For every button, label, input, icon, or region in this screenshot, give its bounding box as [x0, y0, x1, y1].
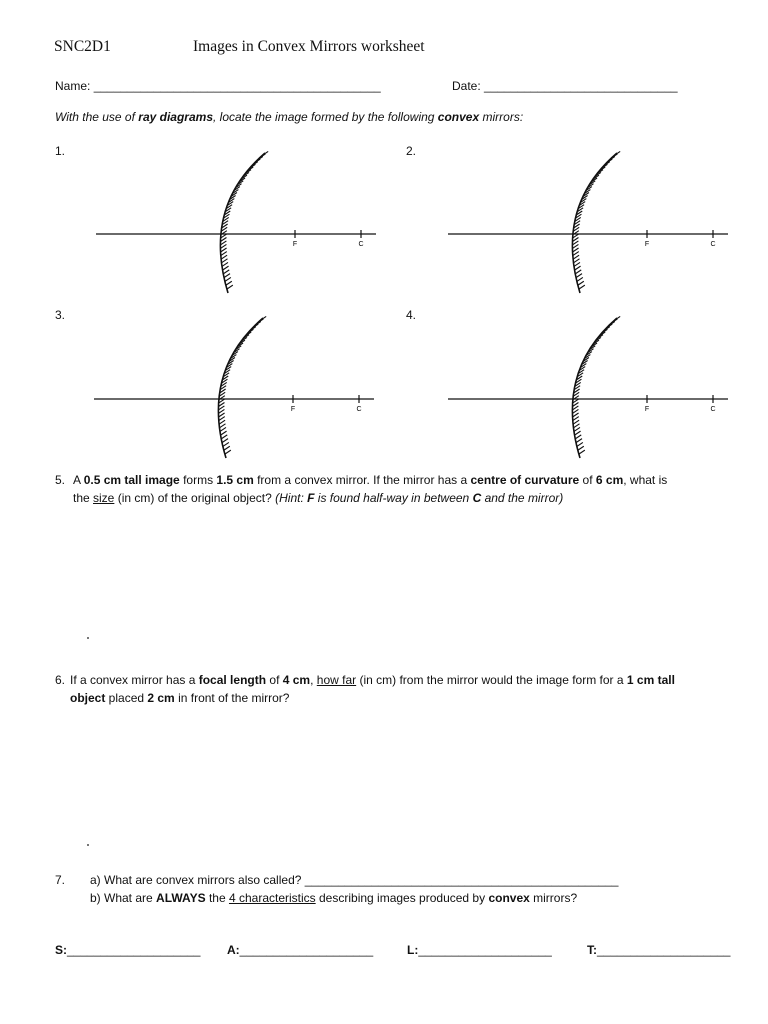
question-text: in front of the mirror?	[174, 691, 290, 705]
question-text: b) What are	[90, 891, 157, 905]
question-6	[70, 671, 760, 707]
course-code: SNC2D1	[54, 38, 111, 55]
question-text: the	[73, 491, 94, 505]
centre-of-curvature-label: C	[710, 241, 716, 248]
question-text: of	[579, 473, 596, 487]
question-bold: 0.5 cm tall image	[83, 473, 180, 487]
centre-of-curvature-label: C	[710, 406, 716, 413]
focal-point-label: F	[290, 406, 296, 413]
question-bold: 6 cm	[595, 473, 624, 487]
question-number: 5.	[55, 473, 66, 487]
focal-point-label: F	[644, 241, 650, 248]
instructions-text: mirrors:	[479, 110, 524, 124]
question-text: describing images produced by	[315, 891, 489, 905]
mirror-surface	[572, 153, 617, 293]
instructions-text: , locate the image formed by the following	[213, 110, 438, 124]
question-underline: size	[93, 491, 115, 505]
answer-blank[interactable]: ____________________	[67, 943, 201, 957]
hint-text: is found half-way in between	[314, 491, 473, 505]
question-underline: 4 characteristics	[228, 891, 316, 905]
question-text: from a convex mirror. If the mirror has a	[253, 473, 471, 487]
centre-of-curvature-label: C	[356, 406, 362, 413]
question-text: A	[73, 473, 84, 487]
diagram-number: 2.	[406, 144, 417, 158]
question-5	[73, 471, 753, 507]
answer-label: A:	[227, 943, 240, 957]
answer-label: L:	[407, 943, 419, 957]
answer-label: T:	[587, 943, 597, 957]
question-text: ,	[310, 673, 317, 687]
name-row	[55, 77, 381, 95]
page-title: Images in Convex Mirrors worksheet	[193, 38, 425, 55]
answer-blank[interactable]: ____________________	[239, 943, 374, 957]
question-text: a) What are convex mirrors also called?	[90, 873, 305, 887]
diagram-number: 3.	[55, 308, 66, 322]
mirror-diagram[interactable]	[64, 310, 400, 462]
instructions-bold: ray diagrams	[138, 110, 213, 124]
mirror-hatching	[218, 316, 266, 454]
answer-blank[interactable]: ____________________	[418, 943, 552, 957]
focal-point-label: F	[292, 241, 298, 248]
answer-s	[55, 941, 200, 959]
diagram-number: 4.	[406, 308, 417, 322]
answer-blank-also-called[interactable]: _______________________________________________	[304, 873, 619, 887]
question-number: 6.	[55, 673, 66, 687]
question-bold: 1.5 cm	[216, 473, 254, 487]
question-text: mirrors?	[529, 891, 578, 905]
question-text: (in cm) of the original object?	[114, 491, 276, 505]
instructions-bold: convex	[437, 110, 480, 124]
name-field[interactable]: ___________________________________________	[93, 79, 381, 93]
question-text: If a convex mirror has a	[70, 673, 199, 687]
question-bold: convex	[488, 891, 530, 905]
answer-blank[interactable]: ____________________	[597, 943, 731, 957]
mirror-hatching	[572, 151, 620, 289]
mirror-diagram[interactable]	[418, 310, 754, 462]
hint-text: and the mirror)	[481, 491, 564, 505]
date-row	[452, 77, 678, 95]
hint-text: (Hint:	[275, 491, 308, 505]
question-bold: centre of curvature	[470, 473, 580, 487]
question-text: forms	[179, 473, 217, 487]
instructions-text: With the use of	[55, 110, 139, 124]
stray-dot	[87, 844, 89, 846]
mirror-diagram[interactable]	[66, 145, 402, 297]
mirror-surface	[218, 318, 263, 458]
focal-point-label: F	[644, 406, 650, 413]
answer-a	[227, 941, 373, 959]
question-7	[90, 871, 730, 907]
question-text: , what is	[623, 473, 668, 487]
answer-label: S:	[55, 943, 67, 957]
mirror-hatching	[220, 151, 268, 289]
question-number: 7.	[55, 873, 66, 887]
hint-bold: F	[307, 491, 315, 505]
name-label: Name:	[55, 79, 91, 93]
stray-dot	[87, 637, 89, 639]
question-bold: 2 cm	[147, 691, 175, 705]
question-text: placed	[105, 691, 148, 705]
instructions	[55, 108, 523, 126]
centre-of-curvature-label: C	[358, 241, 364, 248]
question-bold: ALWAYS	[156, 891, 206, 905]
question-bold: 4 cm	[282, 673, 311, 687]
answer-l	[407, 941, 552, 959]
mirror-surface	[572, 318, 617, 458]
question-bold: object	[70, 691, 106, 705]
mirror-diagram[interactable]	[418, 145, 754, 297]
question-text: (in cm) from the mirror would the image form for a	[356, 673, 627, 687]
date-field[interactable]: _____________________________	[484, 79, 678, 93]
diagram-number: 1.	[55, 144, 66, 158]
mirror-surface	[220, 153, 265, 293]
hint	[275, 491, 563, 505]
mirror-hatching	[572, 316, 620, 454]
question-text: the	[205, 891, 229, 905]
question-bold: 1 cm tall	[626, 673, 675, 687]
question-text: of	[266, 673, 283, 687]
question-underline: how far	[316, 673, 357, 687]
question-bold: focal length	[198, 673, 267, 687]
hint-bold: C	[472, 491, 482, 505]
date-label: Date:	[452, 79, 481, 93]
answer-t	[587, 941, 730, 959]
